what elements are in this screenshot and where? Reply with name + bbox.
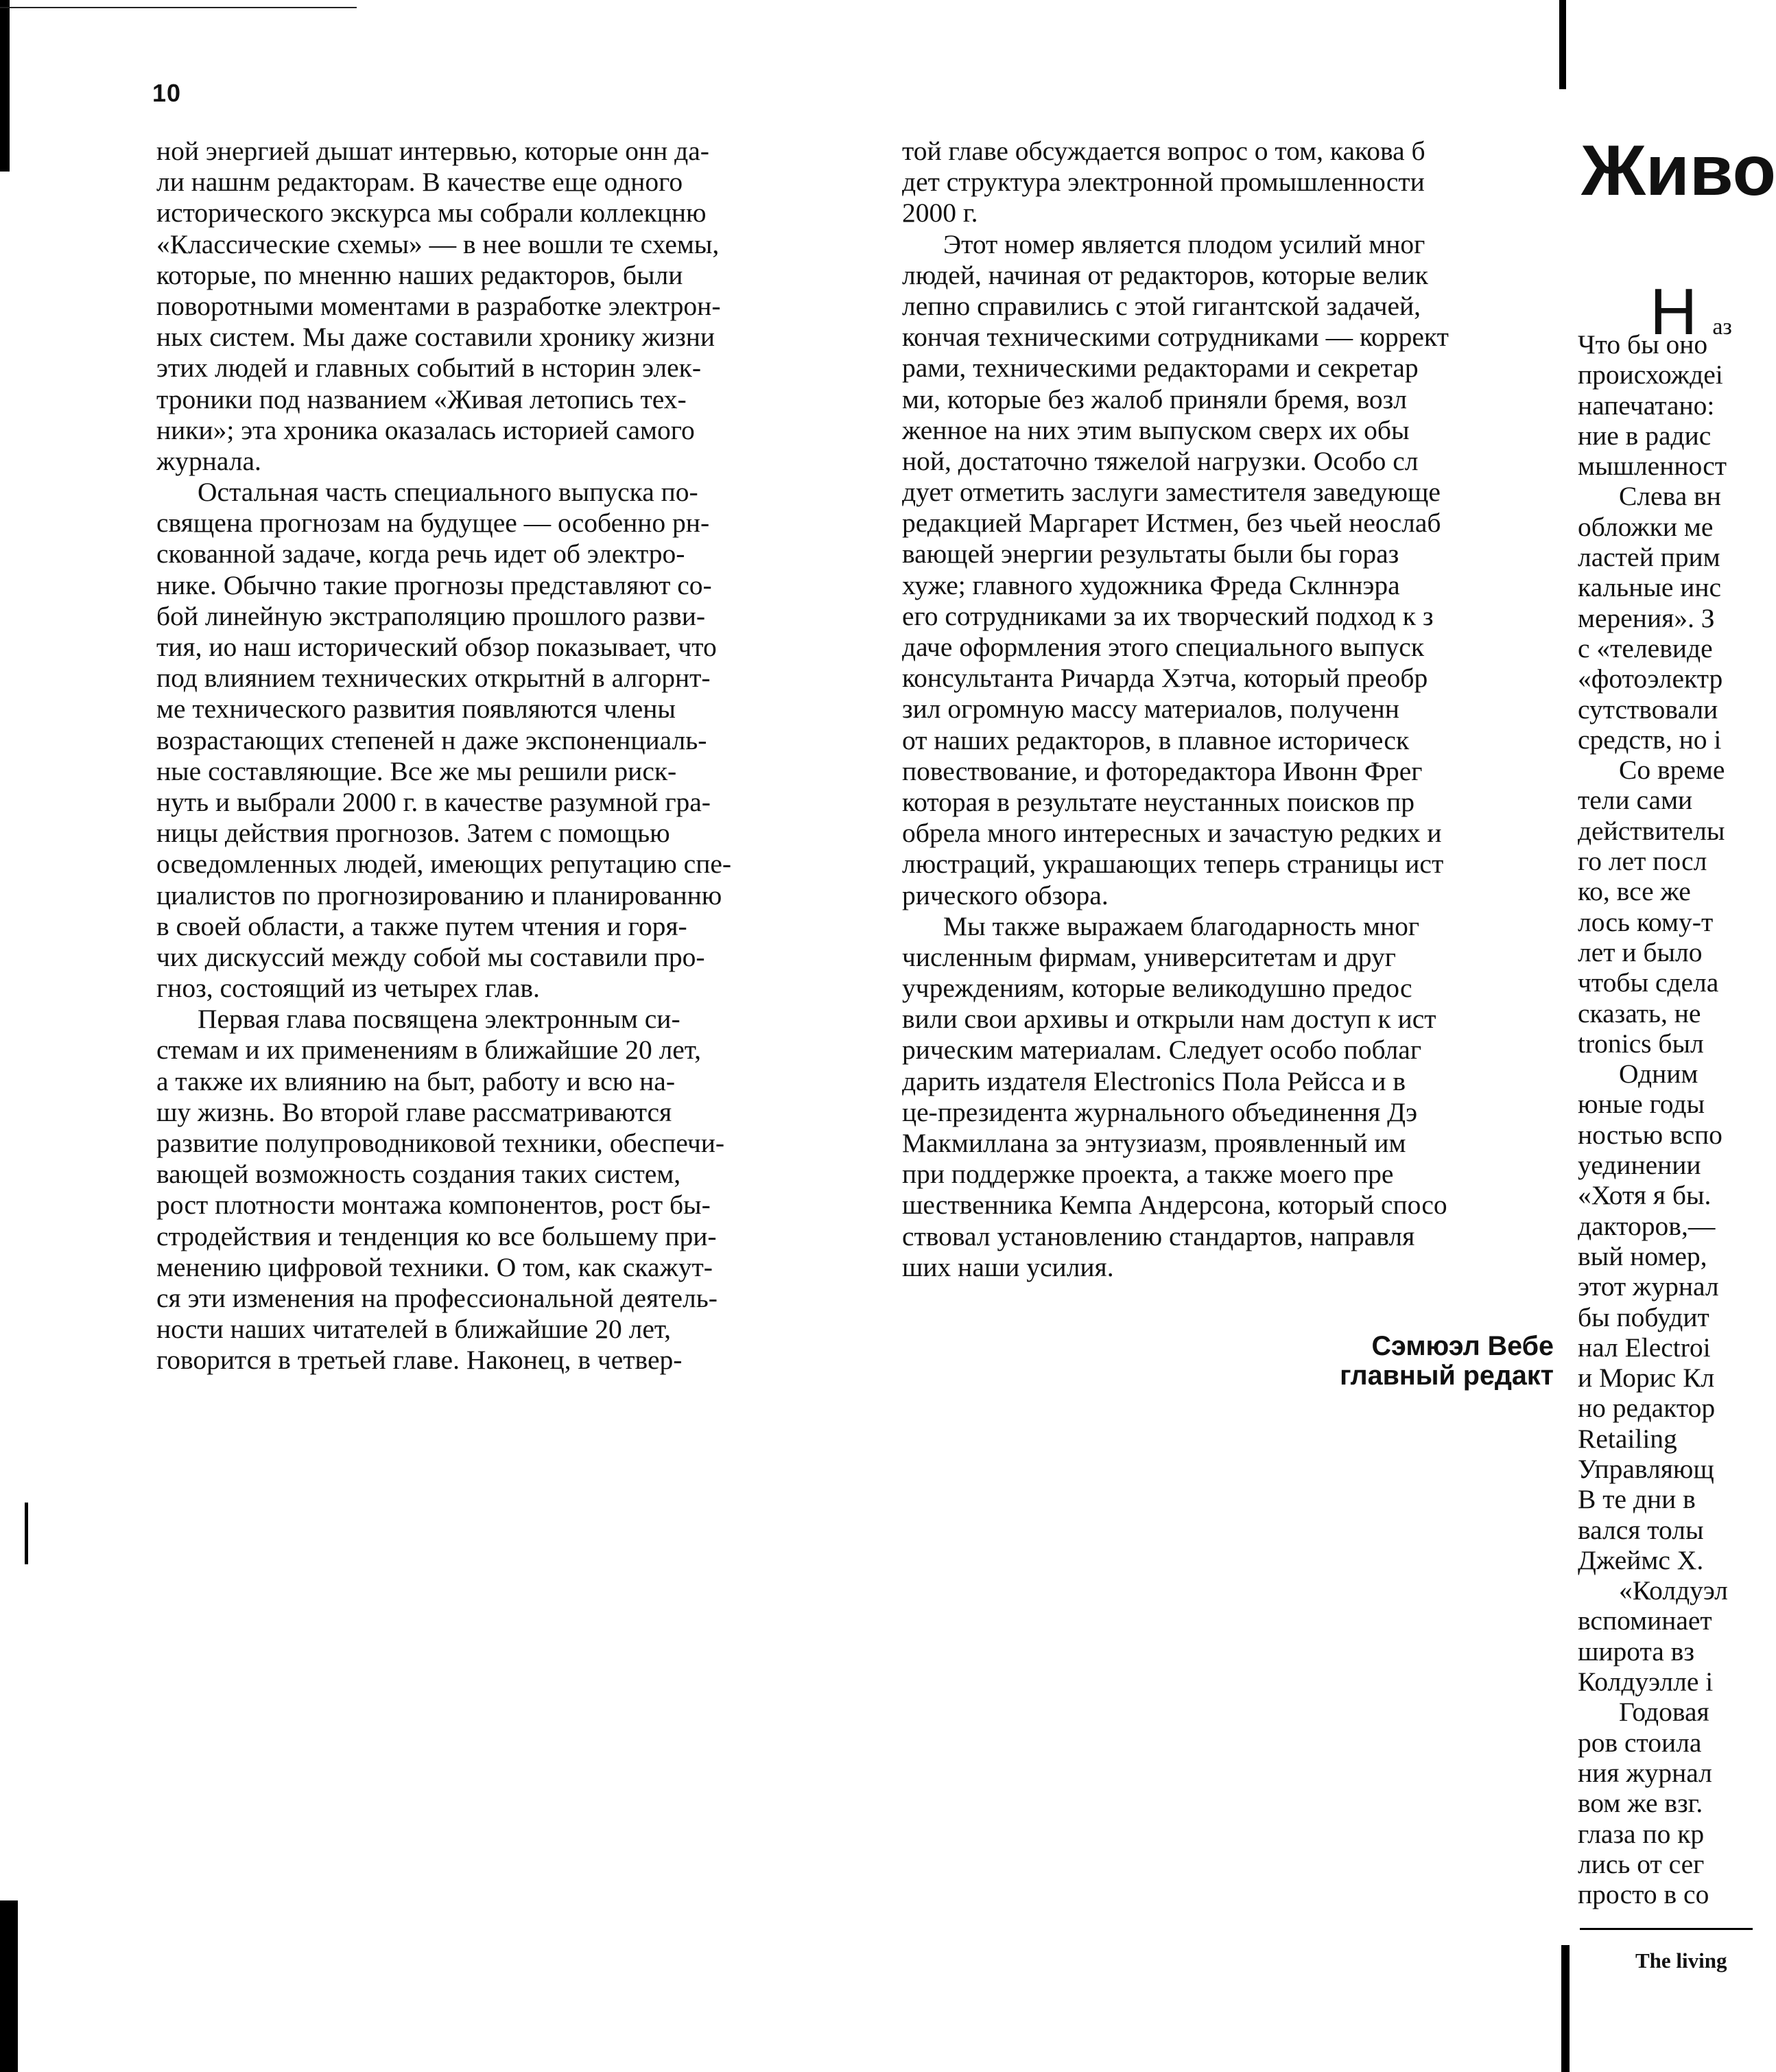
text-line: кальные инс xyxy=(1578,572,1722,603)
signature-role: главный редакт xyxy=(1340,1361,1554,1391)
text-line: редакцией Маргарет Истмен, без чьей неослаб xyxy=(902,508,1441,539)
text-line: мышленност xyxy=(1578,451,1727,482)
scan-mark-left xyxy=(25,1503,28,1564)
text-line: го лет посл xyxy=(1578,846,1707,877)
text-line: tronics был xyxy=(1578,1028,1704,1059)
scan-edge-left-top xyxy=(0,0,10,172)
text-line: даче оформления этого специального выпуск xyxy=(902,632,1425,662)
dropcap-letter: Н xyxy=(1650,275,1698,349)
text-line: ния журнал xyxy=(1578,1757,1712,1788)
text-line: под влиянием технических открытнй в алгорнт- xyxy=(156,663,711,694)
text-line: ми, которые без жалоб приняли бремя, возл xyxy=(902,384,1407,414)
text-line: троники под названием «Живая летопись тех- xyxy=(156,384,687,414)
signature-name: Сэмюэл Вебе xyxy=(1371,1331,1554,1361)
text-line: Остальная часть специального выпуска по- xyxy=(198,477,698,508)
text-line: средств, но і xyxy=(1578,724,1722,755)
text-line: Макмиллана за энтузиазм, проявленный им xyxy=(902,1128,1406,1158)
text-line: говорится в третьей главе. Наконец, в четвер- xyxy=(156,1345,683,1376)
text-line: людей, начиная от редакторов, которые велик xyxy=(902,259,1428,290)
text-line: ствовал установлению стандартов, направля xyxy=(902,1221,1415,1251)
article-headline: Живо xyxy=(1581,131,1776,211)
text-column-1 xyxy=(156,136,861,1376)
text-line: происхождеі xyxy=(1578,360,1723,390)
text-line: а также их влиянию на быт, работу и всю на- xyxy=(156,1066,675,1096)
text-line: развитие полупроводниковой техники, обеспечи- xyxy=(156,1128,724,1158)
text-line: этих людей и главных событий в нсторин элек- xyxy=(156,353,701,384)
text-line: ся эти изменения на профессиональной деятель- xyxy=(156,1282,718,1313)
text-line: консультанта Ричарда Хэтча, который преобр xyxy=(902,663,1428,694)
text-line: широта вз xyxy=(1578,1636,1694,1667)
text-line: «Колдуэл xyxy=(1619,1575,1728,1606)
text-line: стродействия и тенденция ко все большему при- xyxy=(156,1221,717,1251)
text-line: вался толы xyxy=(1578,1514,1704,1545)
text-line: вающей возможность создания таких систем, xyxy=(156,1159,681,1190)
text-line: дарить издателя Electronics Пола Рейсса и в xyxy=(902,1066,1406,1096)
scan-top-line xyxy=(0,7,357,8)
text-line: менению цифровой техники. О том, как скажут- xyxy=(156,1251,713,1282)
figure-caption: The living xyxy=(1635,1949,1727,1973)
text-line: хуже; главного художника Фреда Склннэра xyxy=(902,569,1400,600)
text-line: вом же взг. xyxy=(1578,1788,1703,1819)
text-line: ших наши усилия. xyxy=(902,1251,1114,1282)
text-line: уединении xyxy=(1578,1150,1701,1181)
text-line: и Морис Кл xyxy=(1578,1363,1715,1393)
text-line: вающей энергии результаты были бы гораз xyxy=(902,539,1399,569)
text-line: бой линейную экстраполяцию прошлого разви- xyxy=(156,600,706,631)
text-line: этот журнал xyxy=(1578,1271,1719,1302)
text-line: ли нашнм редакторам. В качестве еще одного xyxy=(156,167,683,198)
text-line: напечатано: xyxy=(1578,390,1715,421)
text-line: мерения». З xyxy=(1578,602,1715,633)
text-line: ных систем. Мы даже составили хронику жизни xyxy=(156,322,715,353)
text-line: Годовая xyxy=(1619,1697,1709,1728)
text-line: дует отметить заслуги заместителя заведующе xyxy=(902,477,1441,508)
text-line: лепно справились с этой гигантской задачей, xyxy=(902,290,1421,321)
text-line: Первая глава посвящена электронным си- xyxy=(198,1004,680,1035)
text-line: при поддержке проекта, а также моего пре xyxy=(902,1159,1394,1190)
text-line: ностью вспо xyxy=(1578,1119,1722,1150)
text-line: ности наших читателей в ближайшие 20 лет, xyxy=(156,1314,672,1345)
text-line: повествование, и фоторедактора Ивонн Фрег xyxy=(902,755,1423,786)
text-line: лось кому-т xyxy=(1578,906,1714,937)
text-line: В те дни в xyxy=(1578,1484,1696,1515)
text-line: обложки ме xyxy=(1578,511,1714,542)
text-line: кончая техническими сотрудниками — коррект xyxy=(902,322,1449,353)
text-line: в своей области, а также путем чтения и горя- xyxy=(156,910,687,941)
text-line: сказать, не xyxy=(1578,998,1701,1028)
text-line: нал Electroi xyxy=(1578,1332,1711,1363)
text-line: шу жизнь. Во второй главе рассматриваются xyxy=(156,1096,672,1127)
text-line: тели сами xyxy=(1578,785,1693,816)
scan-edge-left-bottom xyxy=(0,1900,18,2072)
text-line: «фотоэлектр xyxy=(1578,663,1723,694)
text-line: рическим материалам. Следует особо поблаг xyxy=(902,1035,1422,1066)
text-line: которые, по мненню наших редакторов, были xyxy=(156,259,683,290)
text-line: журнала. xyxy=(156,445,261,476)
text-line: ластей прим xyxy=(1578,542,1720,573)
text-line: ме технического развития появляются члены xyxy=(156,694,676,725)
text-line: Retailing xyxy=(1578,1423,1677,1454)
text-line: вый номер, xyxy=(1578,1240,1707,1271)
text-line: исторического экскурса мы собрали коллекцню xyxy=(156,198,707,228)
text-line: вспоминает xyxy=(1578,1605,1712,1636)
text-line: просто в со xyxy=(1578,1879,1709,1910)
text-line: Джеймс Х. xyxy=(1578,1544,1704,1575)
text-line: той главе обсуждается вопрос о том, какова б xyxy=(902,136,1425,166)
text-line: осведомленных людей, имеющих репутацию спе- xyxy=(156,849,732,880)
text-line: сутствовали xyxy=(1578,694,1718,725)
text-line: ницы действия прогнозов. Затем с помощью xyxy=(156,818,670,849)
text-line: чих дискуссий между собой мы составили про- xyxy=(156,941,705,972)
text-line: гноз, состоящий из четырех глав. xyxy=(156,973,540,1004)
text-column-2 xyxy=(902,136,1554,1283)
text-column-3 xyxy=(1578,329,1753,1909)
dropcap-rest: аз xyxy=(1712,314,1732,340)
text-line: ров стоила xyxy=(1578,1727,1702,1758)
text-line: Мы также выражаем благодарность мног xyxy=(943,910,1420,941)
text-line: скованной задаче, когда речь идет об электро- xyxy=(156,539,685,569)
text-line: ники»; эта хроника оказалась историей самого xyxy=(156,414,695,445)
text-line: люстраций, украшающих теперь страницы ист xyxy=(902,849,1444,880)
text-line: действителы xyxy=(1578,815,1725,846)
text-line: «Классические схемы» — в нее вошли те схемы, xyxy=(156,228,720,259)
text-line: Этот номер является плодом усилий мног xyxy=(943,228,1425,259)
text-line: рами, техническими редакторами и секретар xyxy=(902,353,1419,384)
text-line: 2000 г. xyxy=(902,198,978,228)
text-line: зил огромную массу материалов, полученн xyxy=(902,694,1399,725)
text-line: Со време xyxy=(1619,755,1725,786)
text-line: Управляющ xyxy=(1578,1453,1714,1484)
text-line: от наших редакторов, в плавное историческ xyxy=(902,725,1410,755)
text-line: глаза по кр xyxy=(1578,1818,1705,1849)
text-line: ние в радис xyxy=(1578,420,1712,451)
text-line: священа прогнозам на будущее — особенно рн- xyxy=(156,508,710,539)
gutter-bar-top xyxy=(1559,0,1566,89)
text-line: стемам и их применениям в ближайшие 20 лет, xyxy=(156,1035,701,1066)
text-line: численным фирмам, университетам и друг xyxy=(902,941,1396,972)
page-number: 10 xyxy=(152,79,182,107)
text-line: обрела много интересных и зачастую редких и xyxy=(902,818,1442,849)
text-line: ной энергией дышат интервью, которые онн да- xyxy=(156,136,709,166)
text-line: нике. Обычно такие прогнозы представляют со- xyxy=(156,569,712,600)
text-line: тия, ио наш исторический обзор показывает, что xyxy=(156,632,717,662)
text-line: це-президента журнального объединення Дэ xyxy=(902,1096,1418,1127)
text-line: его сотрудниками за их творческий подход к з xyxy=(902,600,1434,631)
text-line: учреждениям, которые великодушно предос xyxy=(902,973,1412,1004)
text-line: нуть и выбрали 2000 г. в качестве разумной гра- xyxy=(156,786,711,817)
text-line: бы побудит xyxy=(1578,1302,1709,1332)
text-line: чтобы сдела xyxy=(1578,967,1719,998)
text-line: циалистов по прогнозированию и планированню xyxy=(156,880,722,910)
text-line: Одним xyxy=(1619,1059,1698,1090)
text-line: рического обзора. xyxy=(902,880,1109,910)
text-line: лет и было xyxy=(1578,937,1703,967)
text-line: которая в результате неустанных поисков пр xyxy=(902,786,1415,817)
text-line: рост плотности монтажа компонентов, рост бы- xyxy=(156,1190,711,1221)
text-line: ной, достаточно тяжелой нагрузки. Особо сл xyxy=(902,445,1419,476)
text-line: вили свои архивы и открыли нам доступ к ист xyxy=(902,1004,1436,1035)
text-line: Слева вн xyxy=(1619,481,1721,512)
gutter-bar-bottom xyxy=(1561,1945,1570,2072)
text-line: юные годы xyxy=(1578,1089,1705,1120)
text-line: шественника Кемпа Андерсона, который спосо xyxy=(902,1190,1447,1221)
text-line: с «телевиде xyxy=(1578,633,1713,663)
text-line: Колдуэлле і xyxy=(1578,1667,1714,1697)
text-line: ко, все же xyxy=(1578,876,1691,907)
text-line: женное на них этим выпуском сверх их обы xyxy=(902,414,1410,445)
text-line: возрастающих степеней н даже экспоненциаль- xyxy=(156,725,707,755)
text-line: дакторов,— xyxy=(1578,1210,1716,1241)
text-line: поворотными моментами в разработке электрон- xyxy=(156,290,721,321)
text-line: «Хотя я бы. xyxy=(1578,1180,1712,1211)
text-line: ные составляющие. Все же мы решили риск- xyxy=(156,755,677,786)
text-line: дет структура электронной промышленности xyxy=(902,167,1425,198)
text-line: Что бы оно xyxy=(1578,329,1708,360)
text-line: но редактор xyxy=(1578,1393,1716,1424)
text-line: лись от сег xyxy=(1578,1848,1705,1879)
caption-rule xyxy=(1580,1928,1753,1930)
